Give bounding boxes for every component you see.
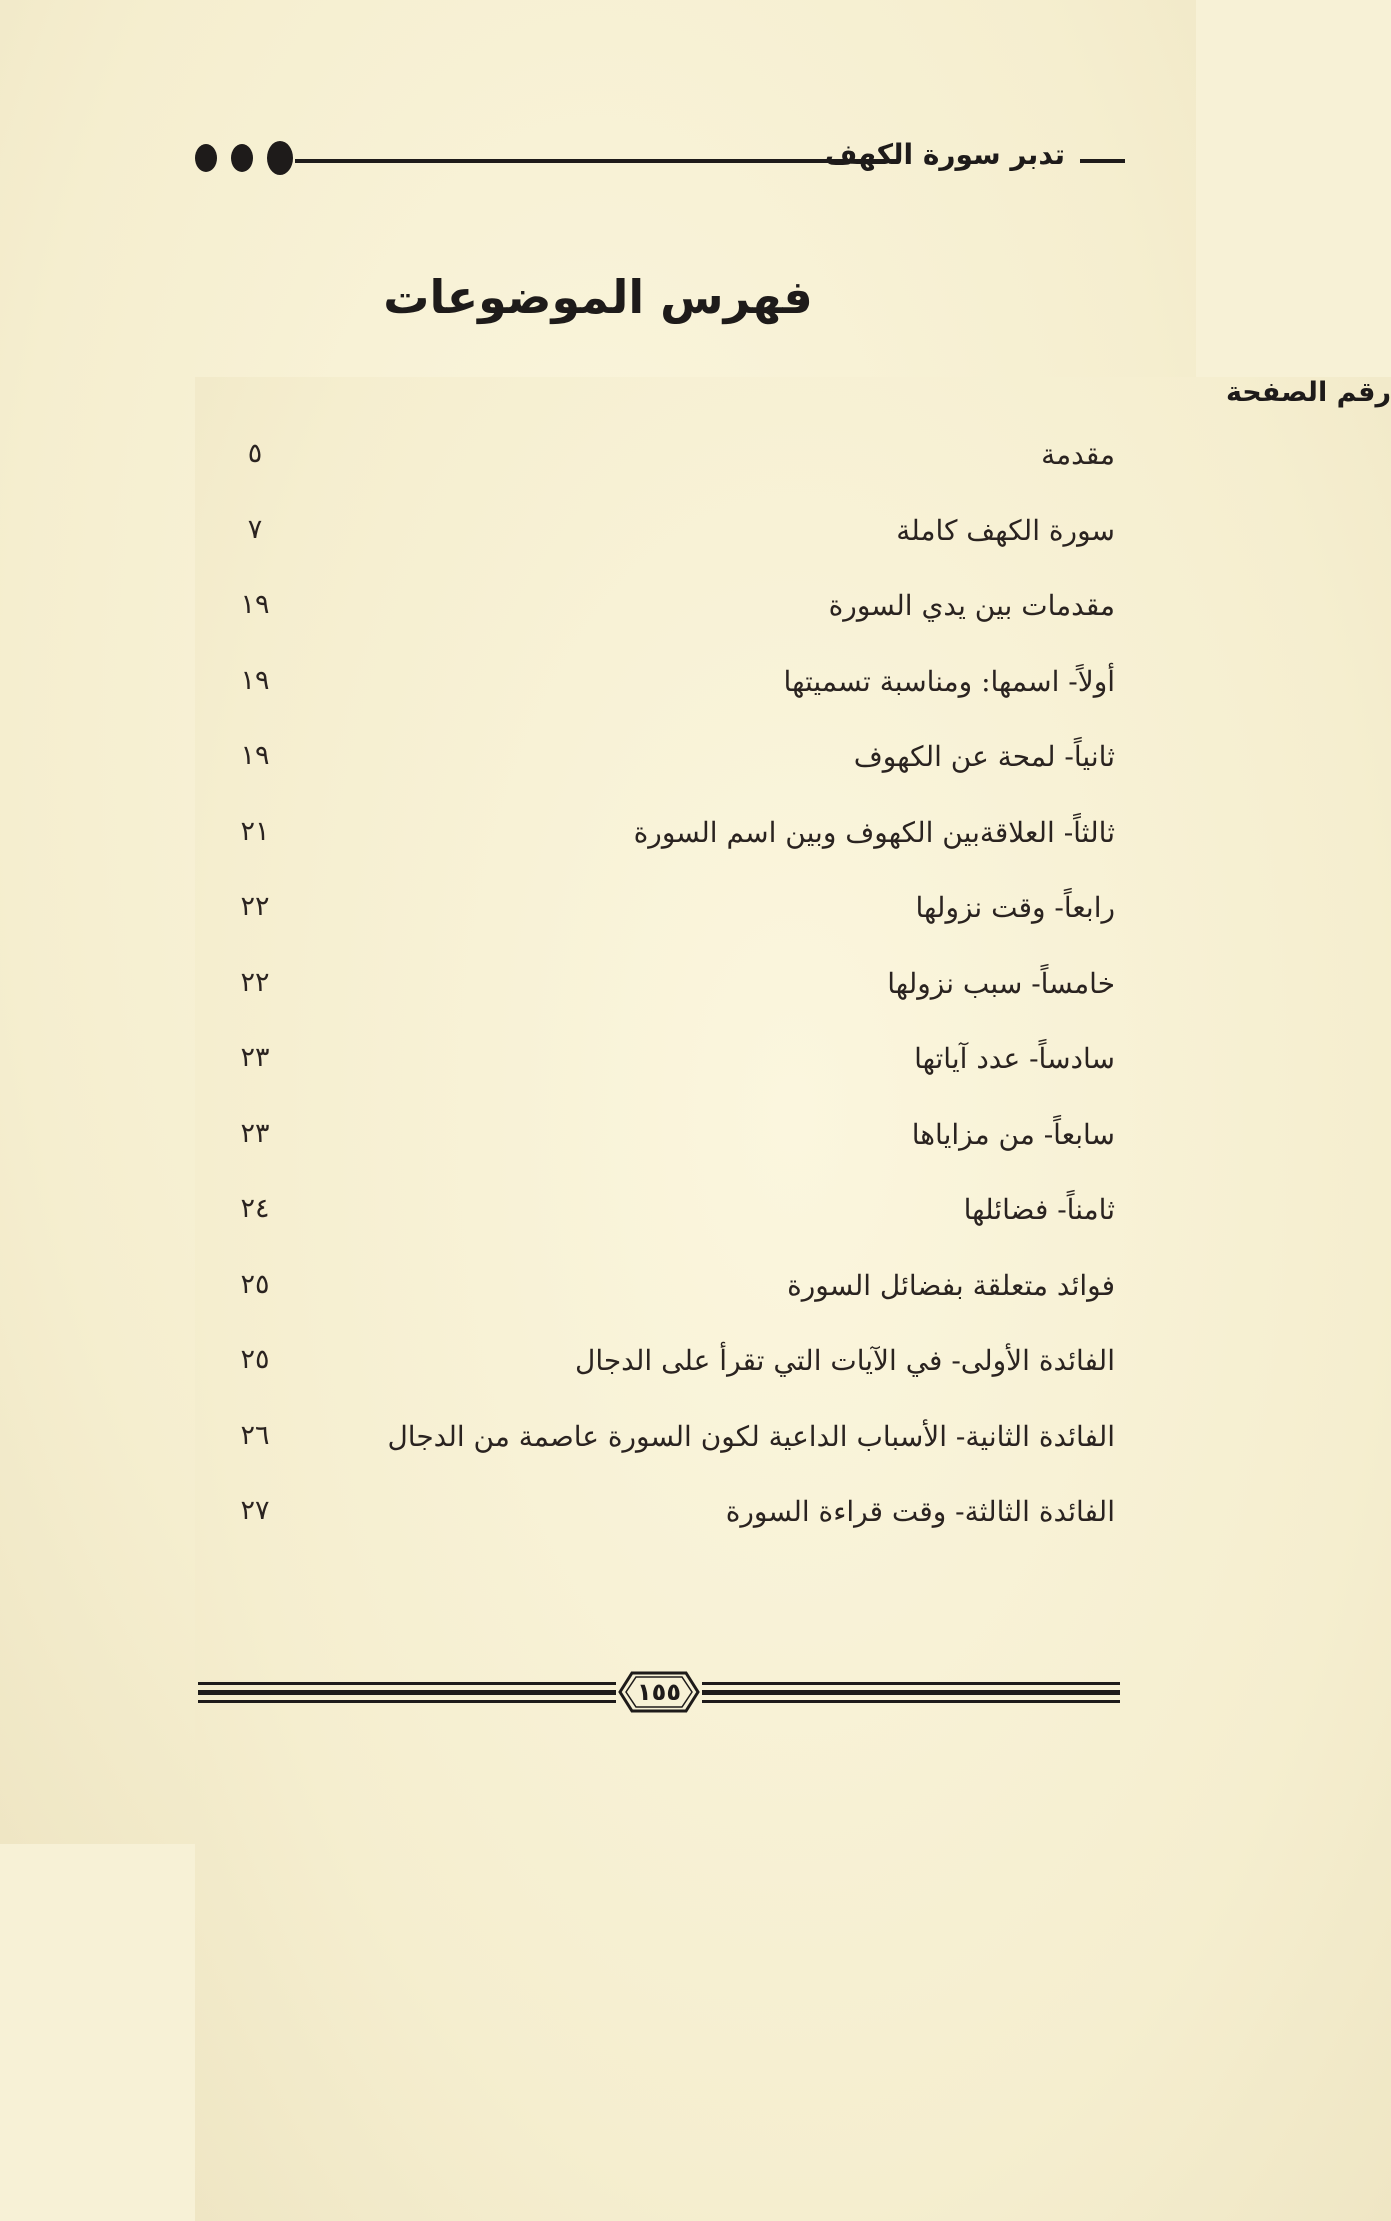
ornament-dot (267, 141, 293, 175)
toc-row (195, 1261, 1115, 1337)
running-header-title: تدبر سورة الكهف (824, 138, 1065, 171)
toc-topic: خامساً- سبب نزولها (887, 966, 1115, 1000)
toc-page-number: ٢٢ (240, 966, 270, 998)
page-number: ١٥٥ (637, 1678, 681, 1706)
toc-row (195, 1185, 1115, 1261)
toc-page-number: ١٩ (240, 664, 270, 696)
footer-rule (702, 1682, 1120, 1685)
page-title: فهرس الموضوعات (383, 270, 813, 324)
toc-topic: الفائدة الثانية- الأسباب الداعية لكون السورة عاصمة من الدجال (387, 1419, 1115, 1453)
toc-row (195, 1336, 1115, 1412)
toc-row (195, 883, 1115, 959)
toc-page-number: ٢٣ (240, 1117, 270, 1149)
toc-topic: الفائدة الأولى- في الآيات التي تقرأ على الدجال (574, 1344, 1115, 1377)
toc-topic: ثالثاً- العلاقةبين الكهوف وبين اسم السورة (633, 815, 1115, 849)
toc-topic: مقدمة (1041, 438, 1115, 471)
page-number-badge (618, 1669, 700, 1715)
toc-page-number: ٢٥ (240, 1268, 270, 1300)
toc-row (195, 657, 1115, 733)
toc-topic: مقدمات بين يدي السورة (828, 589, 1115, 622)
toc-topic: سورة الكهف كاملة (896, 513, 1115, 547)
header-rule-end (1080, 159, 1125, 163)
toc-topic: سابعاً- من مزاياها (911, 1117, 1115, 1151)
toc-row (195, 1034, 1115, 1110)
toc-page-number: ٧ (247, 513, 263, 545)
toc-row (195, 430, 1115, 506)
toc-topic: رابعاً- وقت نزولها (915, 891, 1115, 924)
header-ornament (195, 144, 293, 175)
toc-row (195, 506, 1115, 582)
running-header (195, 132, 1125, 182)
toc-topic: أولاً- اسمها: ومناسبة تسميتها (783, 664, 1115, 698)
toc-topic: فوائد متعلقة بفضائل السورة (787, 1268, 1115, 1302)
header-rule (295, 159, 900, 163)
footer-rule (198, 1700, 616, 1703)
footer-rule (198, 1682, 616, 1685)
toc-page-number: ٢٣ (240, 1042, 270, 1073)
footer-rule (702, 1690, 1120, 1695)
toc-row (195, 1412, 1115, 1488)
footer-rule (702, 1700, 1120, 1703)
table-of-contents (195, 430, 1115, 1563)
footer-rule (198, 1690, 616, 1695)
toc-topic: سادساً- عدد آياتها (914, 1042, 1115, 1075)
toc-page-number: ٢٦ (240, 1419, 270, 1451)
column-header-page: رقم الصفحة (195, 377, 1391, 2221)
toc-page-number: ٥ (247, 438, 263, 469)
toc-page-number: ٢٢ (240, 891, 270, 922)
toc-row (195, 1110, 1115, 1186)
ornament-dot (231, 144, 253, 172)
toc-topic: ثامناً- فضائلها (963, 1193, 1115, 1226)
toc-page-number: ١٩ (240, 740, 270, 771)
toc-page-number: ٢٥ (240, 1344, 270, 1375)
toc-page-number: ٢١ (240, 815, 270, 847)
toc-row (195, 959, 1115, 1035)
toc-page-number: ١٩ (240, 589, 270, 620)
ornament-dot (195, 144, 217, 172)
toc-row (195, 1487, 1115, 1563)
toc-row (195, 732, 1115, 808)
toc-page-number: ٢٧ (240, 1495, 270, 1526)
toc-row (195, 581, 1115, 657)
toc-topic: ثانياً- لمحة عن الكهوف (853, 740, 1115, 773)
toc-page-number: ٢٤ (240, 1193, 270, 1224)
page-footer (198, 1665, 1120, 1725)
toc-topic: الفائدة الثالثة- وقت قراءة السورة (725, 1495, 1115, 1528)
toc-row (195, 808, 1115, 884)
